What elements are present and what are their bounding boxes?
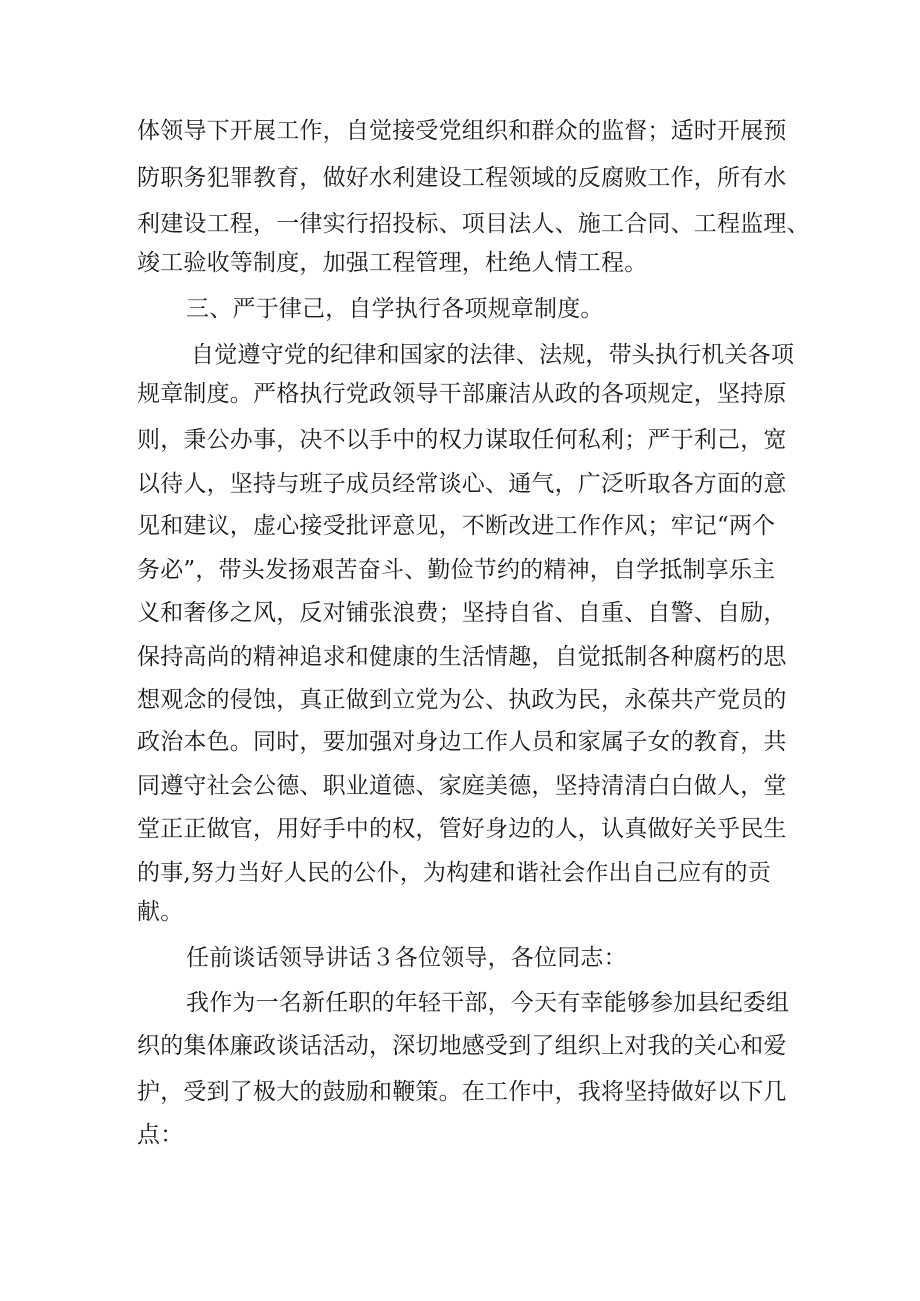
text-line: 想观念的侵蚀，真正做到立党为公、执政为民，永葆共产党员的 bbox=[137, 687, 787, 713]
text-line: 以待人，坚持与班子成员经常谈心、通气，广泛听取各方面的意 bbox=[137, 471, 787, 497]
text-line: 见和建议，虚心接受批评意见，不断改进工作作风；牢记“两个 bbox=[137, 513, 776, 539]
text-line: 则，秉公办事，决不以手中的权力谋取任何私利；严于利己，宽 bbox=[137, 427, 787, 453]
section-heading: 三、严于律己，自学执行各项规章制度。 bbox=[186, 296, 604, 322]
text-line: 义和奢侈之风，反对铺张浪费；坚持自省、自重、自警、自励， bbox=[137, 600, 787, 626]
text-line: 任前谈话领导讲话３各位领导，各位同志： bbox=[186, 945, 627, 971]
text-line: 织的集体廉政谈话活动，深切地感受到了组织上对我的关心和爱 bbox=[137, 1033, 787, 1059]
text-line: 政治本色。同时，要加强对身边工作人员和家属子女的教育，共 bbox=[137, 729, 787, 755]
text-line: 利建设工程，一律实行招投标、项目法人、施工合同、工程监理、 bbox=[137, 211, 810, 237]
text-line: 护，受到了极大的鼓励和鞭策。在工作中，我将坚持做好以下几 bbox=[137, 1079, 787, 1105]
text-line: 自觉遵守党的纪律和国家的法律、法规，带头执行机关各项 bbox=[191, 342, 795, 368]
text-line: 防职务犯罪教育，做好水利建设工程领域的反腐败工作，所有水 bbox=[137, 165, 787, 191]
text-line: 的事,努力当好人民的公仆，为构建和谐社会作出自己应有的贡 bbox=[137, 860, 771, 886]
text-line: 竣工验收等制度，加强工程管理，杜绝人情工程。 bbox=[137, 250, 648, 276]
text-line: 献。 bbox=[137, 899, 184, 925]
text-line: 务必”，带头发扬艰苦奋斗、勤俭节约的精神，自学抵制享乐主 bbox=[137, 557, 776, 583]
text-line: 体领导下开展工作，自觉接受党组织和群众的监督；适时开展预 bbox=[137, 118, 787, 144]
text-line: 规章制度。严格执行党政领导干部廉洁从政的各项规定，坚持原 bbox=[137, 381, 787, 407]
text-line: 我作为一名新任职的年轻干部，今天有幸能够参加县纪委组 bbox=[186, 990, 790, 1016]
text-line: 保持高尚的精神追求和健康的生活情趣，自觉抵制各种腐朽的思 bbox=[137, 644, 787, 670]
text-line: 堂正正做官，用好手中的权，管好身边的人，认真做好关乎民生 bbox=[137, 816, 787, 842]
text-line: 同遵守社会公德、职业道德、家庭美德，坚持清清白白做人，堂 bbox=[137, 773, 787, 799]
text-line: 点： bbox=[137, 1122, 184, 1148]
